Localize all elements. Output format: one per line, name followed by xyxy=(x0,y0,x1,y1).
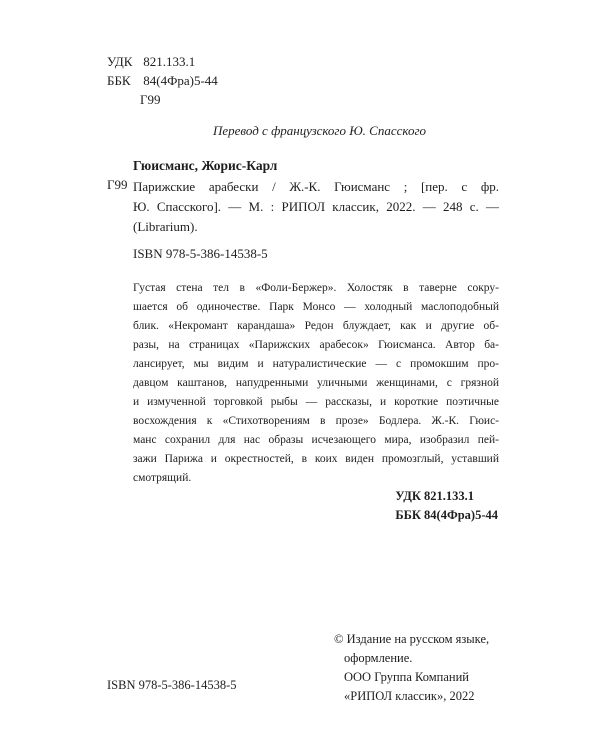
annotation xyxy=(133,279,499,488)
annotation-line: и измученной торговкой рыбы — рассказы, и короткие поэтичные xyxy=(133,396,499,408)
copyright-line: © Издание на русском языке, xyxy=(334,632,490,646)
bbk-code-right: ББК 84(4Фра)5-44 xyxy=(395,508,498,522)
copyright-notice xyxy=(334,630,489,706)
isbn-record: ISBN 978-5-386-14538-5 xyxy=(133,246,268,261)
annotation-line: лансирует, мы видим и натуралистические — с промокшим про- xyxy=(133,358,499,370)
annotation-line: смотрящий. xyxy=(133,472,192,484)
copyright-line: «РИПОЛ классик», 2022 xyxy=(344,689,475,703)
biblio-line: Ю. Спасского]. — М. : РИПОЛ классик, 2022. — 248 с. — xyxy=(133,199,499,214)
biblio-line: (Librarium). xyxy=(133,219,198,234)
annotation-line: Густая стена тел в «Фоли-Бержер». Холостяк в таверне сокру- xyxy=(133,282,499,294)
annotation-line: зажи Парижа и окрестностей, в коих виден промозглый, уставший xyxy=(133,453,499,465)
annotation-line: восхождения к «Стихотворениям в прозе» Бодлера. Ж.-К. Гюис- xyxy=(133,415,499,427)
bbk-value: 84(4Фра)5-44 xyxy=(143,73,218,88)
author-heading: Гюисманс, Жорис-Карл xyxy=(133,158,278,173)
copyright-line: оформление. xyxy=(344,651,413,665)
isbn-bottom: ISBN 978-5-386-14538-5 xyxy=(107,678,237,692)
bibliographic-description xyxy=(133,177,499,237)
annotation-line: манс сохранил для нас образы исчезающего мира, изобразил пей- xyxy=(133,434,499,446)
udk-label: УДК xyxy=(107,54,133,69)
copyright-line: ООО Группа Компаний xyxy=(344,670,469,684)
classification-codes-right xyxy=(395,487,498,525)
translator-note: Перевод с французского Ю. Спасского xyxy=(213,123,427,138)
annotation-line: блик. «Некромант карандаша» Редон блуждает, как и другие об- xyxy=(133,320,499,332)
udk-code-right: УДК 821.133.1 xyxy=(395,489,475,503)
author-mark-top: Г99 xyxy=(140,92,161,107)
classification-codes xyxy=(107,52,218,109)
author-mark: Г99 xyxy=(107,177,128,192)
annotation-line: разы, на страницах «Парижских арабесок» Гюисманса. Автор ба- xyxy=(133,339,499,351)
biblio-line: Парижские арабески / Ж.-К. Гюисманс ; [пер. с фр. xyxy=(133,179,499,194)
annotation-line: шается об одиночестве. Парк Монсо — холодный маслоподобный xyxy=(133,301,499,313)
udk-value: 821.133.1 xyxy=(143,54,196,69)
udk-code xyxy=(107,52,218,71)
annotation-line: давцом каштанов, напудренными уличными женщинами, с грязной xyxy=(133,377,499,389)
bbk-label: ББК xyxy=(107,73,131,88)
bbk-code xyxy=(107,71,218,90)
